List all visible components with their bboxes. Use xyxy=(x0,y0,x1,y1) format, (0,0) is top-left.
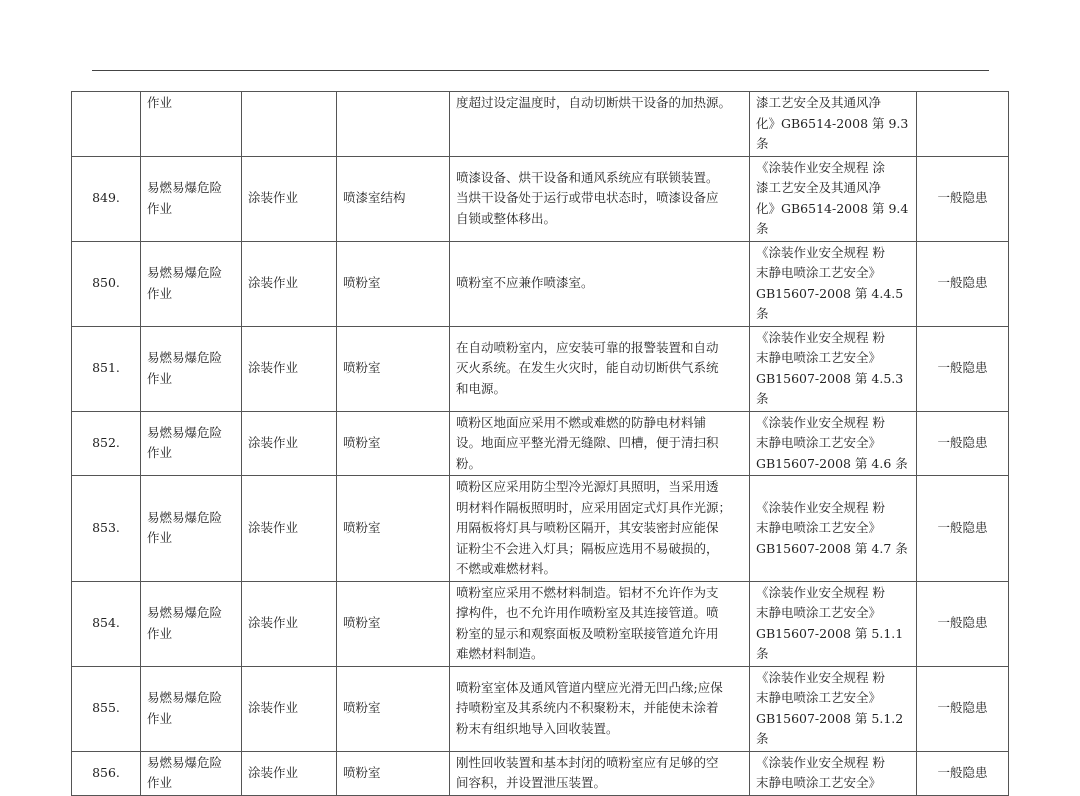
row-number: 851. xyxy=(72,326,141,411)
table-row xyxy=(72,241,1009,326)
regulation-basis: 《涂装作业安全规程 粉 末静电喷涂工艺安全》 GB15607-2008 第 5.1.1 条 xyxy=(750,581,917,666)
work-type: 涂装作业 xyxy=(242,666,337,751)
regulation-basis: 《涂装作业安全规程 粉 末静电喷涂工艺安全》 GB15607-2008 第 4.6 条 xyxy=(750,411,917,476)
work-place: 喷粉室 xyxy=(337,241,450,326)
hazard-level: 一般隐患 xyxy=(917,156,1009,241)
row-number: 853. xyxy=(72,476,141,582)
work-type: 涂装作业 xyxy=(242,581,337,666)
row-number: 850. xyxy=(72,241,141,326)
requirement-text: 喷漆设备、烘干设备和通风系统应有联锁装置。 当烘干设备处于运行或带电状态时，喷漆设备应 自锁或整体移出。 xyxy=(450,156,750,241)
hazard-category: 易燃易爆危险 作业 xyxy=(141,581,242,666)
hazard-category: 作业 xyxy=(141,92,242,157)
hazard-category: 易燃易爆危险 作业 xyxy=(141,156,242,241)
work-type: 涂装作业 xyxy=(242,751,337,795)
table-row xyxy=(72,751,1009,795)
regulation-basis: 《涂装作业安全规程 粉 末静电喷涂工艺安全》 GB15607-2008 第 5.1.2 条 xyxy=(750,666,917,751)
work-place xyxy=(337,92,450,157)
row-number: 854. xyxy=(72,581,141,666)
table-row xyxy=(72,476,1009,582)
regulation-basis: 漆工艺安全及其通风净 化》GB6514-2008 第 9.3 条 xyxy=(750,92,917,157)
table-row xyxy=(72,326,1009,411)
work-place: 喷漆室结构 xyxy=(337,156,450,241)
requirement-text: 喷粉区地面应采用不燃或难燃的防静电材料铺 设。地面应平整光滑无缝隙、凹槽，便于清扫积 粉。 xyxy=(450,411,750,476)
hazard-level: 一般隐患 xyxy=(917,476,1009,582)
hazard-table xyxy=(71,91,1009,796)
requirement-text: 在自动喷粉室内，应安装可靠的报警装置和自动 灭火系统。在发生火灾时，能自动切断供气系统 和电源。 xyxy=(450,326,750,411)
work-type: 涂装作业 xyxy=(242,241,337,326)
table-row xyxy=(72,581,1009,666)
hazard-category: 易燃易爆危险 作业 xyxy=(141,476,242,582)
requirement-text: 度超过设定温度时，自动切断烘干设备的加热源。 xyxy=(450,92,750,157)
work-place: 喷粉室 xyxy=(337,666,450,751)
work-type: 涂装作业 xyxy=(242,326,337,411)
table-row xyxy=(72,156,1009,241)
requirement-text: 喷粉室室体及通风管道内壁应光滑无凹凸缘;应保 持喷粉室及其系统内不积聚粉末，并能使未涂着 粉末有组织地导入回收装置。 xyxy=(450,666,750,751)
row-number: 856. xyxy=(72,751,141,795)
row-number: 849. xyxy=(72,156,141,241)
work-place: 喷粉室 xyxy=(337,411,450,476)
hazard-category: 易燃易爆危险 作业 xyxy=(141,411,242,476)
work-place: 喷粉室 xyxy=(337,326,450,411)
work-place: 喷粉室 xyxy=(337,476,450,582)
regulation-basis: 《涂装作业安全规程 粉 末静电喷涂工艺安全》 GB15607-2008 第 4.7 条 xyxy=(750,476,917,582)
row-number: 852. xyxy=(72,411,141,476)
work-type: 涂装作业 xyxy=(242,156,337,241)
hazard-category: 易燃易爆危险 作业 xyxy=(141,241,242,326)
work-type xyxy=(242,92,337,157)
header-rule xyxy=(92,70,989,71)
hazard-level xyxy=(917,92,1009,157)
hazard-category: 易燃易爆危险 作业 xyxy=(141,666,242,751)
hazard-level: 一般隐患 xyxy=(917,326,1009,411)
regulation-basis: 《涂装作业安全规程 粉 末静电喷涂工艺安全》 GB15607-2008 第 4.5.3 条 xyxy=(750,326,917,411)
work-type: 涂装作业 xyxy=(242,476,337,582)
work-place: 喷粉室 xyxy=(337,751,450,795)
table-row xyxy=(72,92,1009,157)
requirement-text: 喷粉室不应兼作喷漆室。 xyxy=(450,241,750,326)
regulation-basis: 《涂装作业安全规程 涂 漆工艺安全及其通风净 化》GB6514-2008 第 9.4 条 xyxy=(750,156,917,241)
table-row xyxy=(72,666,1009,751)
regulation-basis: 《涂装作业安全规程 粉 末静电喷涂工艺安全》 GB15607-2008 第 4.4.5 条 xyxy=(750,241,917,326)
requirement-text: 喷粉室应采用不燃材料制造。铝材不允许作为支 撑构件，也不允许用作喷粉室及其连接管道。喷 粉室的显示和观察面板及喷粉室联接管道允许用 难燃材料制造。 xyxy=(450,581,750,666)
table-row xyxy=(72,411,1009,476)
work-place: 喷粉室 xyxy=(337,581,450,666)
row-number: 855. xyxy=(72,666,141,751)
requirement-text: 喷粉区应采用防尘型冷光源灯具照明，当采用透 明材料作隔板照明时，应采用固定式灯具作光源； 用隔板将灯具与喷粉区隔开，其安装密封应能保 证粉尘不会进入灯具；隔板应选用不易破损的， 不燃或难燃材料。 xyxy=(450,476,750,582)
work-type: 涂装作业 xyxy=(242,411,337,476)
hazard-category: 易燃易爆危险 作业 xyxy=(141,326,242,411)
hazard-level: 一般隐患 xyxy=(917,581,1009,666)
regulation-basis: 《涂装作业安全规程 粉 末静电喷涂工艺安全》 xyxy=(750,751,917,795)
requirement-text: 刚性回收装置和基本封闭的喷粉室应有足够的空 间容积，并设置泄压装置。 xyxy=(450,751,750,795)
hazard-level: 一般隐患 xyxy=(917,241,1009,326)
hazard-level: 一般隐患 xyxy=(917,411,1009,476)
hazard-level: 一般隐患 xyxy=(917,751,1009,795)
hazard-category: 易燃易爆危险 作业 xyxy=(141,751,242,795)
row-number xyxy=(72,92,141,157)
hazard-level: 一般隐患 xyxy=(917,666,1009,751)
